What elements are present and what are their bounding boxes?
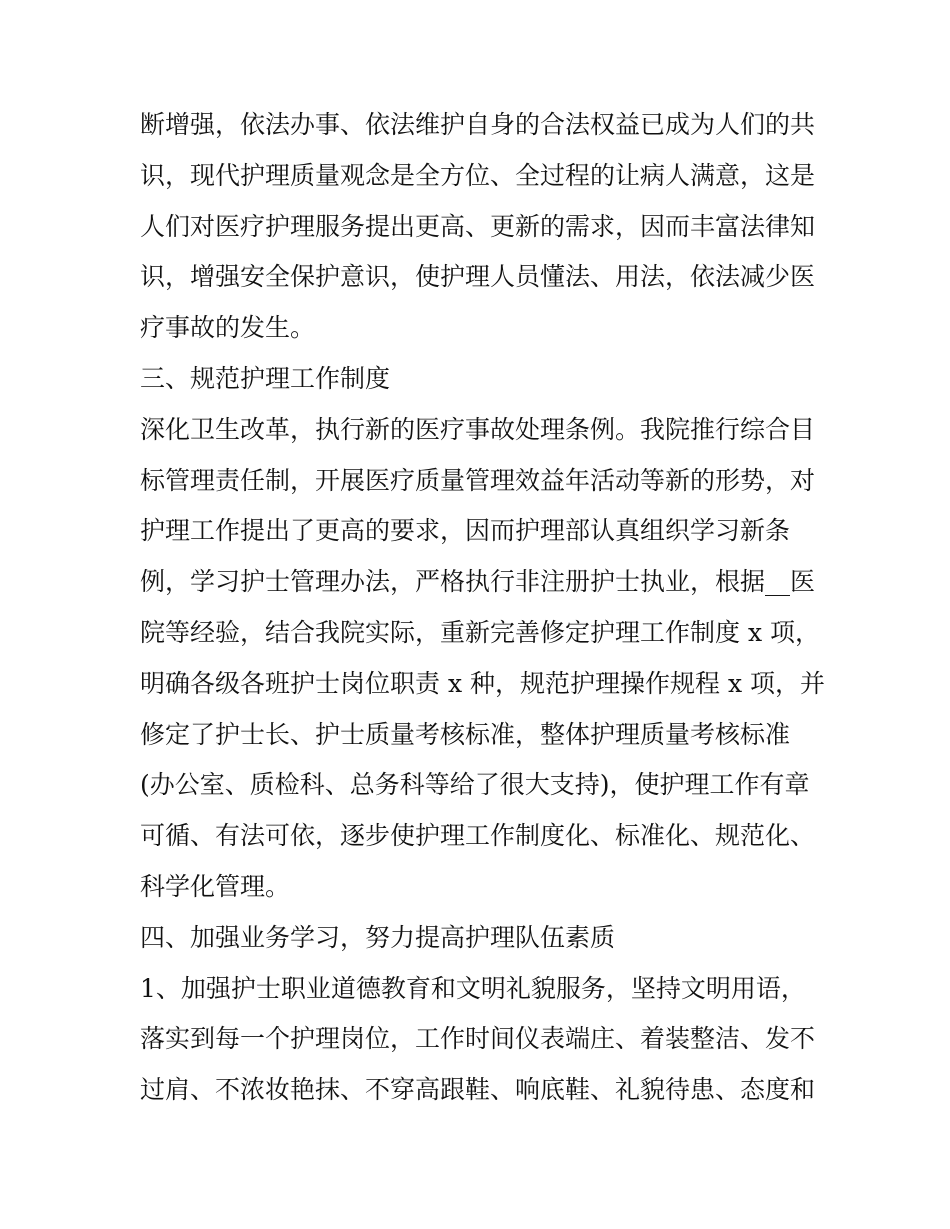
text-line: 标管理责任制，开展医疗质量管理效益年活动等新的形势，对 xyxy=(140,465,816,495)
text-line: 断增强，依法办事、依法维护自身的合法权益已成为人们的共 xyxy=(140,110,816,139)
text-line: 落实到每一个护理岗位，工作时间仪表端庄、着装整洁、发不 xyxy=(140,1024,816,1054)
text-line: 深化卫生改革，执行新的医疗事故处理条例。我院推行综合目 xyxy=(140,414,816,444)
section-heading: 四、加强业务学习，努力提高护理队伍素质 xyxy=(140,922,616,952)
text-line: 可循、有法可依，逐步使护理工作制度化、标准化、规范化、 xyxy=(140,821,816,851)
text-line: 修定了护士长、护士质量考核标准，整体护理质量考核标准 xyxy=(140,719,791,749)
text-line: 识，现代护理质量观念是全方位、全过程的让病人满意，这是 xyxy=(140,160,816,190)
body-text xyxy=(140,100,825,1116)
text-line: (办公室、质检科、总务科等给了很大支持)，使护理工作有章 xyxy=(140,770,810,800)
text-line: 人们对医疗护理服务提出更高、更新的需求，因而丰富法律知 xyxy=(140,211,816,241)
text-line: 疗事故的发生。 xyxy=(140,313,316,343)
text-line: 明确各级各班护士岗位职责 x 种，规范护理操作规程 x 项，并 xyxy=(140,668,825,698)
text-line: 护理工作提出了更高的要求，因而护理部认真组织学习新条 xyxy=(140,516,791,546)
text-line: 院等经验，结合我院实际，重新完善修定护理工作制度 x 项， xyxy=(140,617,820,647)
text-line: 科学化管理。 xyxy=(140,871,291,901)
section-heading: 三、规范护理工作制度 xyxy=(140,363,391,393)
text-line: 例，学习护士管理办法，严格执行非注册护士执业，根据__医 xyxy=(140,567,816,597)
text-line: 1、加强护士职业道德教育和文明礼貌服务，坚持文明用语， xyxy=(140,973,806,1003)
text-line: 过肩、不浓妆艳抹、不穿高跟鞋、响底鞋、礼貌待患、态度和 xyxy=(140,1075,816,1105)
text-line: 识，增强安全保护意识，使护理人员懂法、用法，依法减少医 xyxy=(140,262,816,292)
